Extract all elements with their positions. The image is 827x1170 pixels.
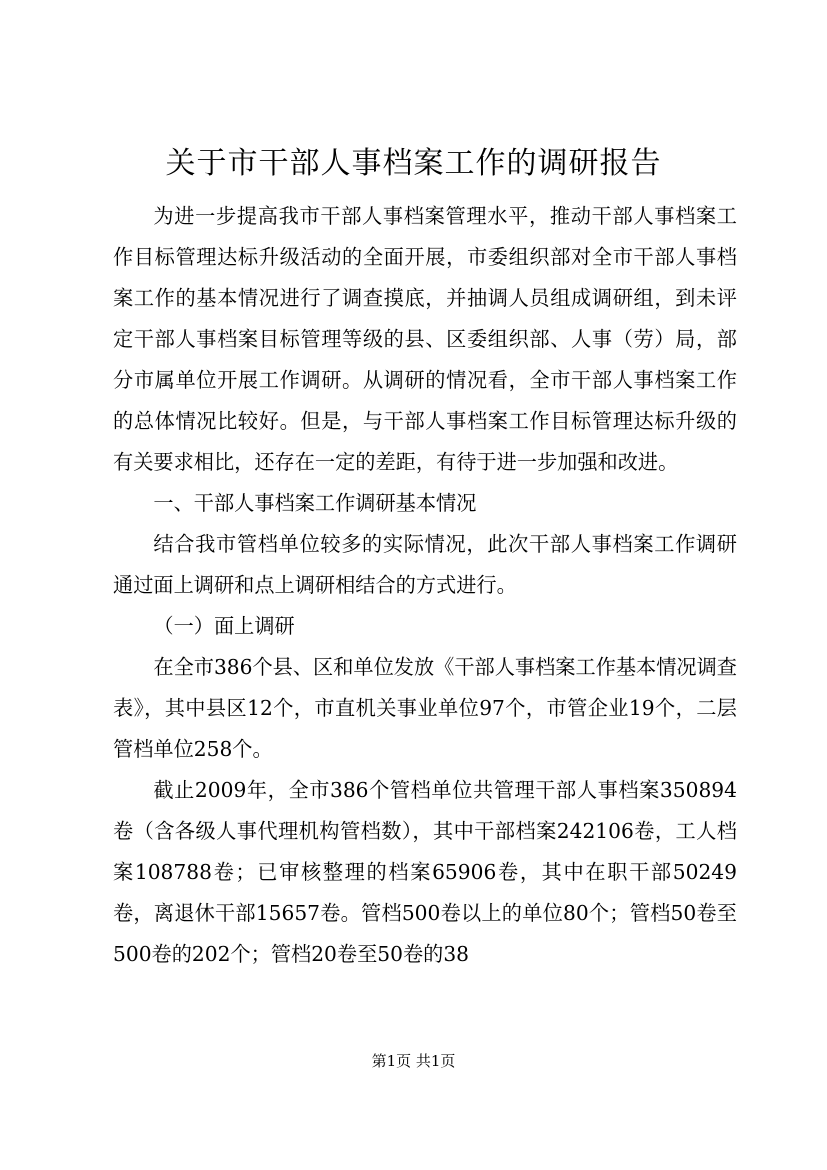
paragraph-intro: 为进一步提高我市干部人事档案管理水平，推动干部人事档案工作目标管理达标升级活动的全面开展，市委组织部对全市干部人事档案工作的基本情况进行了调查摸底，并抽调人员组成调研组，到未评定干部人事档案目标管理等级的县、区委组织部、人事（劳）局，部分市属单位开展工作调研。从调研的情况看，全市干部人事档案工作的总体情况比较好。但是，与干部人事档案工作目标管理达标升级的有关要求相比，还存在一定的差距，有待于进一步加强和改进。 bbox=[113, 204, 737, 474]
section-heading-1: 一、干部人事档案工作调研基本情况 bbox=[153, 491, 477, 515]
paragraph-survey: 在全市386个县、区和单位发放《干部人事档案工作基本情况调查表》，其中县区12个，市直机关事业单位97个，市管企业19个，二层管档单位258个。 bbox=[113, 655, 737, 761]
subsection-heading-1: （一）面上调研 bbox=[153, 614, 295, 638]
document-body bbox=[113, 196, 737, 975]
document-title: 关于市干部人事档案工作的调研报告 bbox=[165, 146, 662, 181]
paragraph-method: 结合我市管档单位较多的实际情况，此次干部人事档案工作调研通过面上调研和点上调研相结合的方式进行。 bbox=[113, 532, 737, 597]
page-footer: 第1页 共1页 bbox=[371, 1052, 456, 1070]
paragraph-statistics: 截止2009年，全市386个管档单位共管理干部人事档案350894卷（含各级人事代理机构管档数），其中干部档案242106卷，工人档案108788卷；已审核整理的档案65906卷，其中在职干部50249卷，离退休干部15657卷。管档500卷以上的单位80个；管档50卷至500卷的202个；管档20卷至50卷的38 bbox=[113, 778, 737, 966]
